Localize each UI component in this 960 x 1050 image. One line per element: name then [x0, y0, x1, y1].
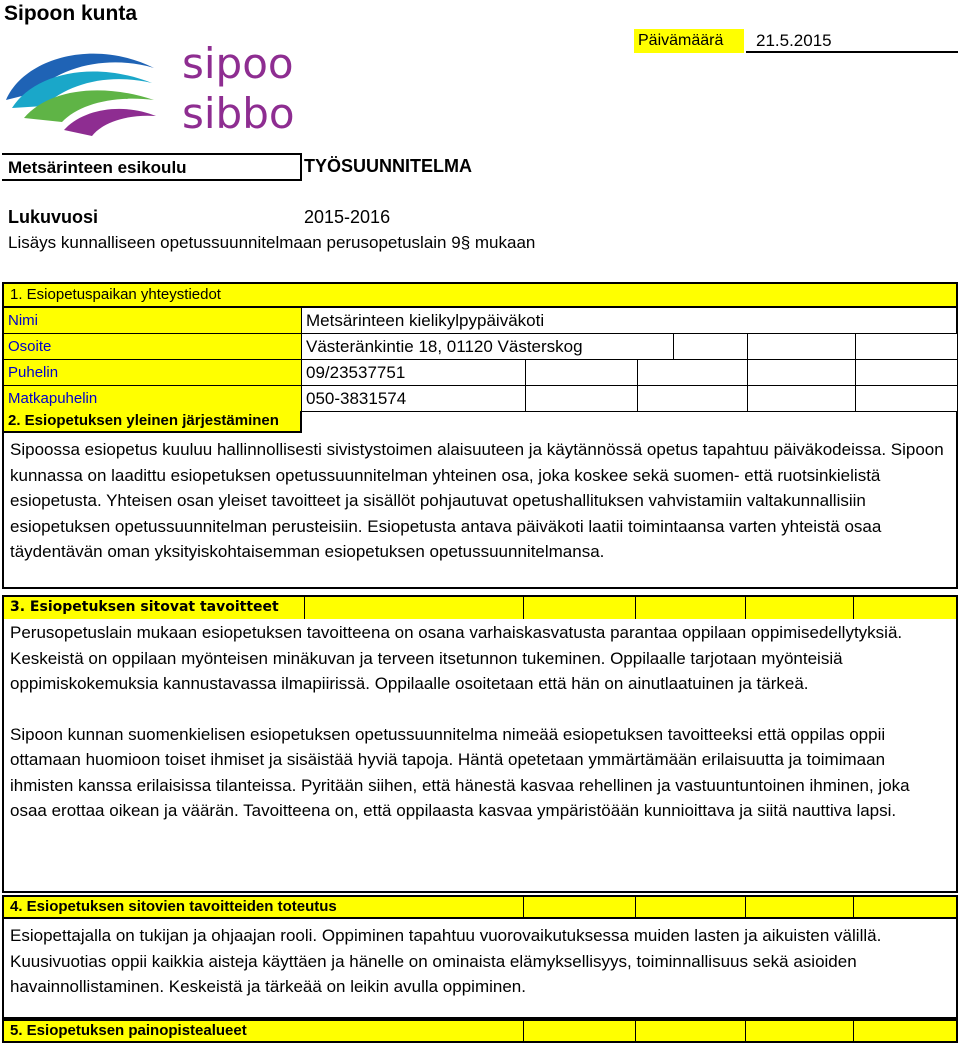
- section-4-heading: [2, 895, 958, 919]
- section-2-text: Sipoossa esiopetus kuuluu hallinnollisesti sivistystoimen alaisuuteen ja käytännössä opetus tapahtuu päiväkodeissa. Sipoon kunnassa on laadittu esiopetuksen opetussuunnitelman yhteinen osa, joka koskee sekä suomen- että ruotsinkielistä esiopetusta. Yhteisen osan yleiset tavoitteet ja sisällöt pohjautuvat opetushallituksen vahvistamiin valtakunnallisiin esiopetuksen opetussuunnitelman perusteisiin. Esiopetusta antava päiväkoti laatii toimintaansa varten yhteistä osaa täydentävän oman yksityiskohtaisemman esiopetuksen opetussuunnitelmansa.: [10, 440, 944, 561]
- municipality-name: Sipoon kunta: [4, 2, 137, 25]
- empty-cell[interactable]: [855, 334, 957, 359]
- empty-cell[interactable]: [525, 386, 638, 411]
- empty-cell[interactable]: [855, 360, 957, 385]
- section-2-body[interactable]: [2, 433, 958, 589]
- plan-title: TYÖSUUNNITELMA: [304, 156, 472, 176]
- section-3-paragraph-1: Perusopetuslain mukaan esiopetuksen tavoitteena on osana varhaiskasvatusta parantaa oppilaan oppimisedellytyksiä. Keskeistä on oppilaan myönteisen minäkuvan ja terveen itsetunnon tukeminen. Oppilaalle tarjotaan myönteisiä oppimiskokemuksia kannustavassa ilmapiirissä. Oppilaalle osoitetaan että hän on ainutlaatuinen ja tärkeä.: [10, 623, 903, 693]
- contact-value-phone[interactable]: 09/23537751: [306, 363, 406, 382]
- empty-cell[interactable]: [747, 360, 856, 385]
- section-4-text: Esiopettajalla on tukijan ja ohjaajan rooli. Oppiminen tapahtuu vuorovaikutuksessa muiden lasten ja aikuisten välillä. Kuusivuotias oppii kaikkia aisteja käyttäen ja hänelle on ominaista elämyksellisyys, toiminnallisuus sekä asioiden havainnollistaminen. Keskeistä ja tärkeää on leikin avulla oppiminen.: [10, 926, 882, 996]
- section-5-heading: [2, 1019, 958, 1043]
- contact-row-phone: [2, 360, 958, 386]
- section-4-body[interactable]: [2, 919, 958, 1019]
- grid-line: [523, 597, 524, 619]
- section-3-title: 3. Esiopetuksen sitovat tavoitteet: [10, 599, 279, 615]
- grid-line: [745, 1021, 746, 1041]
- empty-cell[interactable]: [855, 386, 957, 411]
- grid-line: [523, 897, 524, 917]
- contact-row-address: [2, 334, 958, 360]
- contact-value-address[interactable]: Västeränkintie 18, 01120 Västerskog: [306, 337, 583, 356]
- section-2-heading: 2. Esiopetuksen yleinen järjestäminen: [2, 411, 302, 433]
- contact-value-name[interactable]: Metsärinteen kielikylpypäiväkoti: [306, 311, 545, 330]
- grid-line: [635, 897, 636, 917]
- empty-cell[interactable]: [637, 386, 748, 411]
- contact-label-address: Osoite: [4, 334, 302, 359]
- grid-line: [853, 897, 854, 917]
- empty-cell[interactable]: [673, 334, 748, 359]
- section-3-heading: [2, 595, 958, 619]
- addendum-note: Lisäys kunnalliseen opetussuunnitelmaan perusopetuslain 9§ mukaan: [8, 233, 536, 252]
- contact-label-phone: Puhelin: [4, 360, 302, 385]
- section-2-heading-spacer: [302, 411, 958, 433]
- section-3-body[interactable]: [2, 619, 958, 893]
- school-year-value[interactable]: 2015-2016: [304, 207, 391, 227]
- contact-value-mobile[interactable]: 050-3831574: [306, 389, 407, 408]
- sipoo-sibbo-logo: [4, 38, 304, 138]
- empty-cell[interactable]: [747, 386, 856, 411]
- school-year-label: Lukuvuosi: [8, 207, 99, 227]
- grid-line: [853, 597, 854, 619]
- section-4-title: 4. Esiopetuksen sitovien tavoitteiden toteutus: [10, 898, 337, 915]
- contact-label-name: Nimi: [4, 308, 302, 333]
- section-1-heading: 1. Esiopetuspaikan yhteystiedot: [2, 282, 958, 308]
- contact-label-mobile: Matkapuhelin: [4, 386, 302, 411]
- grid-line: [853, 1021, 854, 1041]
- empty-cell[interactable]: [637, 360, 748, 385]
- grid-line: [304, 597, 305, 619]
- contact-row-mobile: [2, 386, 958, 412]
- grid-line: [745, 897, 746, 917]
- logo-text-sipoo: sipoo: [182, 39, 294, 88]
- date-value[interactable]: 21.5.2015: [746, 29, 958, 53]
- grid-line: [523, 1021, 524, 1041]
- empty-cell[interactable]: [747, 334, 856, 359]
- section-3-paragraph-2: Sipoon kunnan suomenkielisen esiopetuksen opetussuunnitelma nimeää esiopetuksen tavoitteeksi että oppilas oppii ottamaan huomioon toiset ihmiset ja sisäistää hyviä tapoja. Häntä opetetaan ymmärtämään erilaisuutta ja toimimaan ihmisten kanssa erilaisissa tilanteissa. Pyritään siihen, että hänestä kasvaa rehellinen ja vastuuntuntoinen ihminen, joka osaa erottaa oikean ja väärän. Tavoitteena on, että oppilaasta kasvaa ympäristöään kunnioittava ja siitä nauttiva lapsi.: [10, 724, 910, 820]
- section-5-title: 5. Esiopetuksen painopistealueet: [10, 1022, 247, 1039]
- logo-text-sibbo: sibbo: [182, 89, 295, 138]
- date-label: Päivämäärä: [634, 29, 744, 53]
- grid-line: [635, 597, 636, 619]
- empty-cell[interactable]: [525, 360, 638, 385]
- school-name[interactable]: Metsärinteen esikoulu: [2, 153, 302, 181]
- grid-line: [745, 597, 746, 619]
- grid-line: [635, 1021, 636, 1041]
- contact-row-name: [2, 308, 958, 334]
